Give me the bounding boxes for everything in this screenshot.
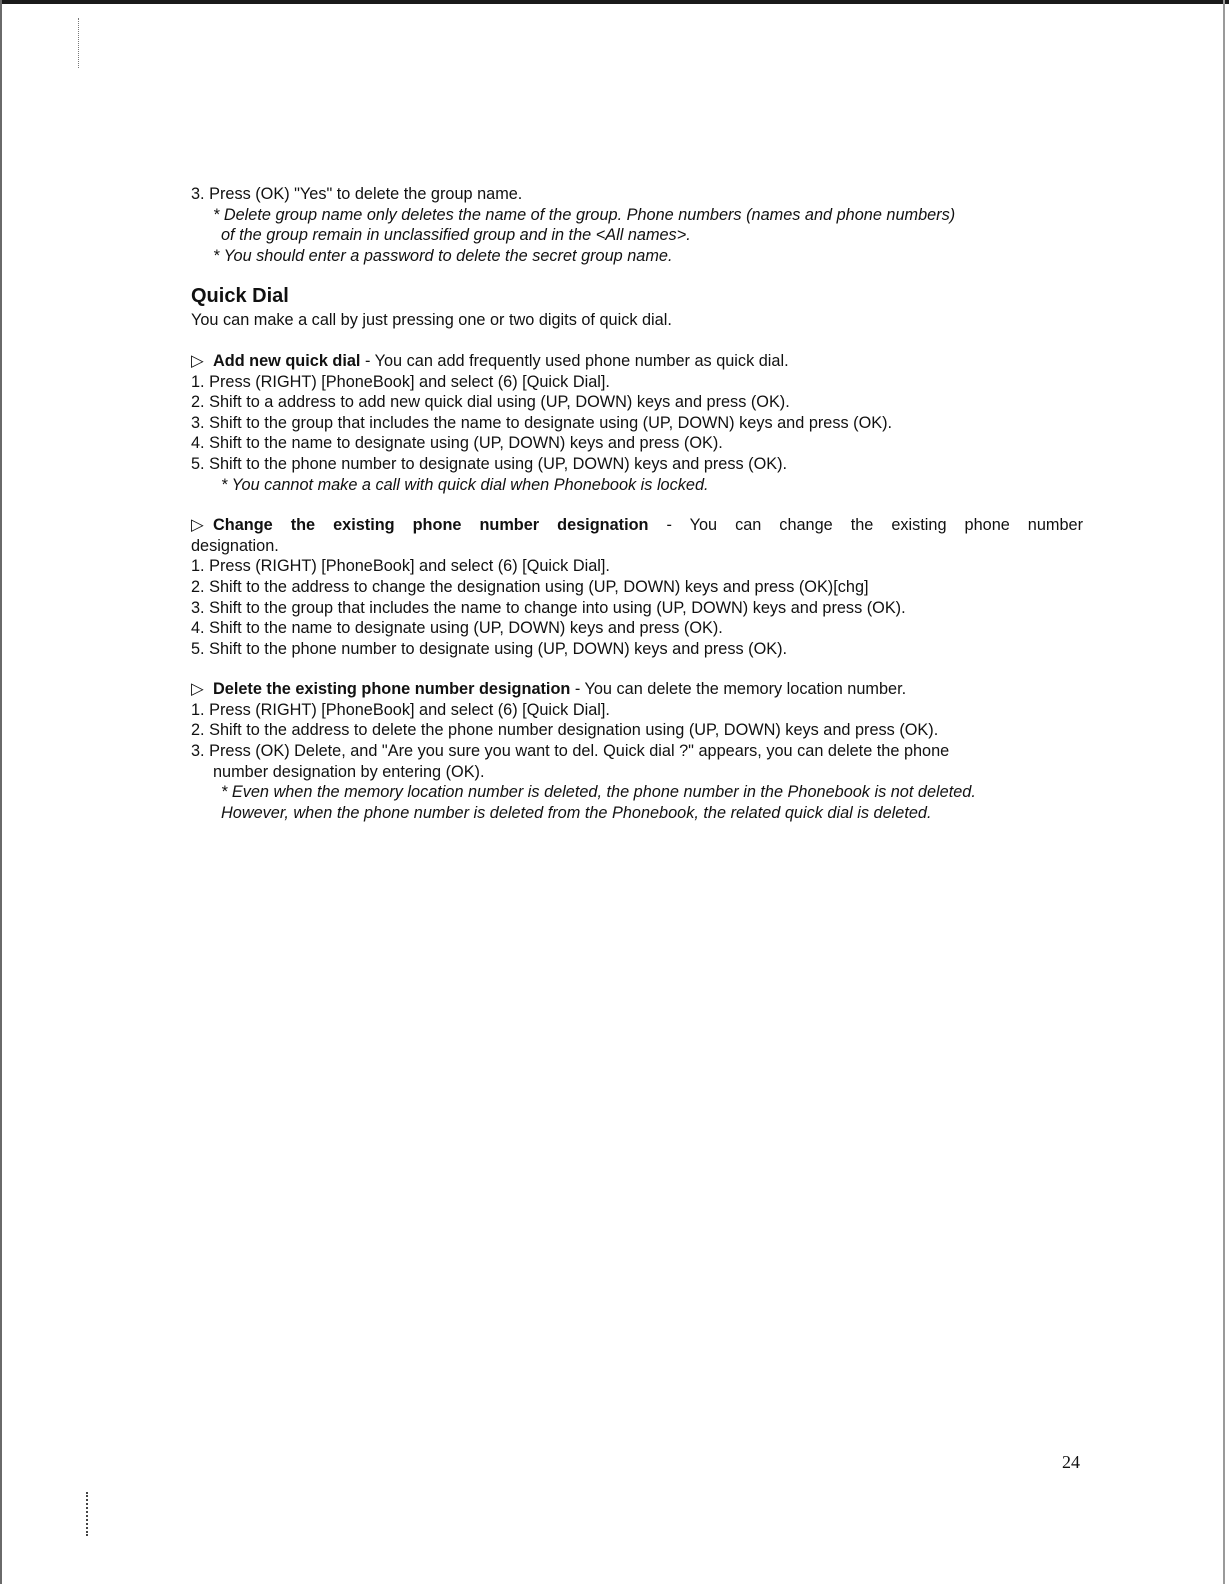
step: 1. Press (RIGHT) [PhoneBook] and select (6) [Quick Dial]. (191, 700, 610, 719)
subsection-desc: - You can delete the memory location number. (570, 680, 907, 699)
continued-note: * Delete group name only deletes the name of the group. Phone numbers (names and phone numbers) (213, 205, 956, 224)
subsection-heading-change (191, 515, 1083, 536)
step: 3. Press (OK) Delete, and "Are you sure you want to del. Quick dial ?" appears, you can delete the phone (191, 742, 950, 761)
step: 4. Shift to the name to designate using (UP, DOWN) keys and press (OK). (191, 619, 723, 638)
triangle-marker-icon: ▷ (191, 680, 204, 699)
triangle-marker-icon: ▷ (191, 351, 204, 370)
subsection-title: Delete the existing phone number designation (213, 680, 571, 699)
step: 1. Press (RIGHT) [PhoneBook] and select (6) [Quick Dial]. (191, 557, 610, 576)
continued-note: * You should enter a password to delete the secret group name. (213, 246, 673, 265)
step-continued: number designation by entering (OK). (213, 762, 485, 781)
continued-note: of the group remain in unclassified group and in the <All names>. (221, 226, 691, 245)
page-number: 24 (1062, 1452, 1080, 1472)
scan-top-edge (0, 0, 1229, 4)
note: * You cannot make a call with quick dial when Phonebook is locked. (221, 475, 709, 494)
step: 5. Shift to the phone number to designate using (UP, DOWN) keys and press (OK). (191, 639, 788, 658)
triangle-marker-icon: ▷ (191, 516, 204, 535)
subsection-heading-delete (191, 679, 1083, 700)
section-title: Quick Dial (191, 285, 289, 308)
subsection-desc-continued: designation. (191, 536, 279, 555)
page-content (191, 184, 1083, 823)
note: However, when the phone number is deleted from the Phonebook, the related quick dial is deleted. (221, 803, 932, 822)
step: 2. Shift to a address to add new quick dial using (UP, DOWN) keys and press (OK). (191, 393, 790, 412)
scan-right-edge (1223, 0, 1225, 1584)
continued-step: 3. Press (OK) "Yes" to delete the group name. (191, 185, 523, 203)
subsection-desc: - You can change the existing phone number (648, 516, 1083, 535)
subsection-heading-add (191, 351, 1083, 372)
step: 5. Shift to the phone number to designate using (UP, DOWN) keys and press (OK). (191, 454, 788, 473)
scan-speck (78, 18, 79, 68)
subsection-desc: - You can add frequently used phone number as quick dial. (360, 351, 789, 370)
scan-left-edge (0, 0, 2, 1584)
subsection-title: Change the existing phone number designation (213, 516, 649, 535)
section-intro: You can make a call by just pressing one or two digits of quick dial. (191, 311, 672, 330)
step: 2. Shift to the address to delete the phone number designation using (UP, DOWN) keys and press (OK). (191, 721, 939, 740)
step: 3. Shift to the group that includes the name to change into using (UP, DOWN) keys and press (OK). (191, 598, 906, 617)
subsection-title: Add new quick dial (213, 351, 361, 370)
step: 4. Shift to the name to designate using (UP, DOWN) keys and press (OK). (191, 434, 723, 453)
scan-speck (86, 1492, 88, 1536)
note: * Even when the memory location number is deleted, the phone number in the Phonebook is not deleted. (221, 783, 976, 802)
step: 3. Shift to the group that includes the name to designate using (UP, DOWN) keys and press (OK). (191, 413, 893, 432)
step: 2. Shift to the address to change the designation using (UP, DOWN) keys and press (OK)[chg] (191, 577, 869, 596)
step: 1. Press (RIGHT) [PhoneBook] and select (6) [Quick Dial]. (191, 372, 610, 391)
